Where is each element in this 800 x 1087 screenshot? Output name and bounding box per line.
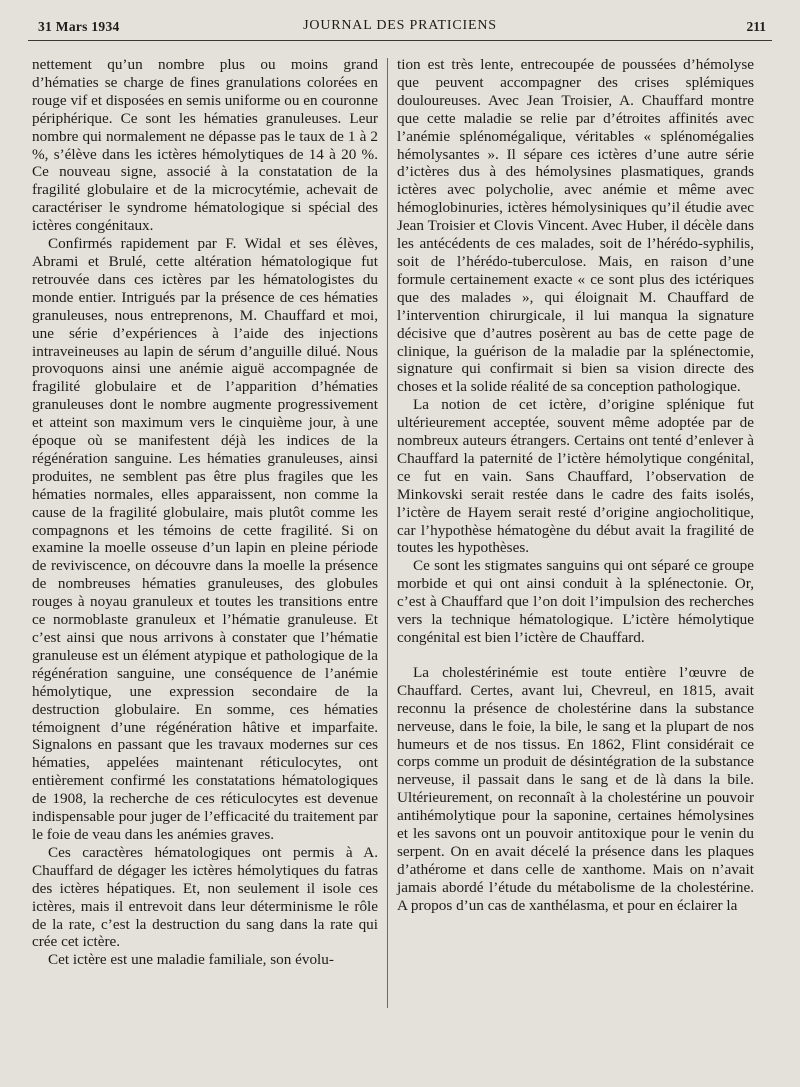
paragraph: Ces caractères hématologiques ont permis à A. Chauffard de dégager les ictères hémolytiques du fatras des ictères hépatiques. Et, non seulement il isole ces ictères, mais il entrevoit dans leur déterminisme le rôle de la rate, c’est la destruction du sang dans la rate qui crée cet ictère. [32,843,378,951]
journal-title: JOURNAL DES PRATICIENS [303,18,497,33]
column-divider [387,58,388,1008]
right-column [397,56,754,1076]
paragraph: nettement qu’un nombre plus ou moins grand d’hématies se charge de fines granulations colorées en rouge vif et disposées en semis uniforme ou en couronne périphérique. Ce sont les hématies granuleuses. Leur nombre qui normalement ne dépasse pas le taux de 1 à 2 %, s’élève dans les ictères hémolytiques de 14 à 20 %. Ce nouveau signe, associé à la constatation de la fragilité globulaire et de la microcytémie, achevait de caractériser le syndrome hématologique si spécial des ictères congénitaux. [32,56,378,235]
paragraph: Confirmés rapidement par F. Widal et ses élèves, Abrami et Brulé, cette altération hématologique fut retrouvée dans ces ictères par les hématologistes du monde entier. Intrigués par la présence de ces hématies granuleuses, nous entreprenons, M. Chauffard et moi, une série d’expériences à l’aide des injections intraveineuses au lapin de sérum d’anguille dilué. Nous provoquons ainsi une anémie aiguë accompagnée de fragilité globulaire et de l’apparition d’hématies granuleuses dont le nombre augmente progressivement et atteint son maximum vers le cinquième jour, à une époque où se manifestent déjà les indices de la régénération sanguine. Les hématies granuleuses, ainsi produites, ne semblent pas être plus fragiles que les hématies normales, elles apparaissent, non comme la cause de la fragilité globulaire, mais plutôt comme les compagnons et les témoins de cette fragilité. Si on examine la moelle osseuse d’un lapin en pleine période de reviviscence, on découvre dans la moelle la présence de nombreuses hématies granuleuses, des globules rouges à noyau granuleux et toutes les transitions entre ce normoblaste granuleux et l’hématie granuleuse. Et c’est ainsi que nous arrivons à constater que l’hématie granuleuse est un élément atypique et pathologique de la régénération sanguine, une conséquence de l’anémie hémolytique, une expression secondaire de la destruction globulaire. En somme, ces hématies témoignent d’une régénération hâtive et imparfaite. Signalons en passant que les travaux modernes sur ces hématies, appelées maintenant réticulocytes, ont entièrement confirmé les constatations hématologiques de 1908, la recherche de ces réticulocytes est devenue indispensable pour juger de l’efficacité du traitement par le foie de veau dans les anémies graves. [32,235,378,843]
paragraph: La notion de cet ictère, d’origine splénique fut ultérieurement acceptée, souvent même adoptée par de nombreux auteurs étrangers. Certains ont tenté d’enlever à Chauffard la paternité de l’ictère hémolytique congénital, ce fut en vain. Sans Chauffard, l’observation de Minkovski serait restée dans le cadre des faits isolés, l’ictère de Hayem serait resté d’origine angiocholitique, car l’hypothèse hématogène du début avait la fragilité de toutes les hypothèses. [397,396,754,557]
issue-date: 31 Mars 1934 [38,19,120,34]
paragraph: tion est très lente, entrecoupée de poussées d’hémolyse que peuvent accompagner des crises splémiques douloureuses. Avec Jean Troisier, A. Chauffard montre que cette maladie se relie par d’étroites affinités avec l’anémie splénomégalique, véritables « splénomégalies hémolysantes ». Il sépare ces ictères d’une autre série d’ictères dus à des hémolysines plasmatiques, grands ictères avec polycholie, avec anémie et même avec hémoglobinuries, ictères hémolysiniques qu’il étudie avec Jean Troisier et Clovis Vincent. Avec Huber, il décèle dans les antécédents de ces malades, soit de l’hérédo-syphilis, soit de l’hérédo-tuberculose. Mais, en raison d’une formule certainement exacte « ce sont plus des ictériques que des malades », qui éloignait M. Chauffard de l’intervention chirurgicale, il lui manqua la signature décisive que d’autres posèrent au bas de cette page de clinique, la guérison de la maladie par la splénectomie, signature qui confirmait si bien sa vision directe des choses et la solide réalité de sa conception pathologique. [397,56,754,396]
header-rule [28,40,772,41]
left-column [32,56,378,1076]
running-header [30,16,770,38]
paragraph: Cet ictère est une maladie familiale, son évolu- [48,951,334,969]
paragraph: La cholestérinémie est toute entière l’œuvre de Chauffard. Certes, avant lui, Chevreul, en 1815, avait reconnu la présence de cholestérine dans la substance nerveuse, dans le foie, la bile, le sang et la plupart de nos humeurs et de nos tissus. En 1862, Flint considérait ce corps comme un produit de désintégration de la substance nerveuse, il passait dans le sang et de là dans la bile. Ultérieurement, on reconnaît à la cholestérine un pouvoir antihémolytique pour la saponine, certaines hémolysines et les savons ont un pouvoir antitoxique pour le venin du serpent. On en avait décelé la présence dans les plaques d’athérome et dans celle de xanthome. Mais on n’avait jamais abordé l’étude du métabolisme de la cholestérine. A propos d’un cas de xanthélasma, et pour en éclairer la [397,663,754,914]
page-number: 211 [746,19,766,34]
paragraph: Ce sont les stigmates sanguins qui ont séparé ce groupe morbide et qui ont ainsi conduit à la splénectonie. Or, c’est à Chauffard que l’on doit l’impulsion des recherches vers la technique hématologique. L’ictère hémolytique congénital est bien l’ictère de Chauffard. [397,557,754,646]
